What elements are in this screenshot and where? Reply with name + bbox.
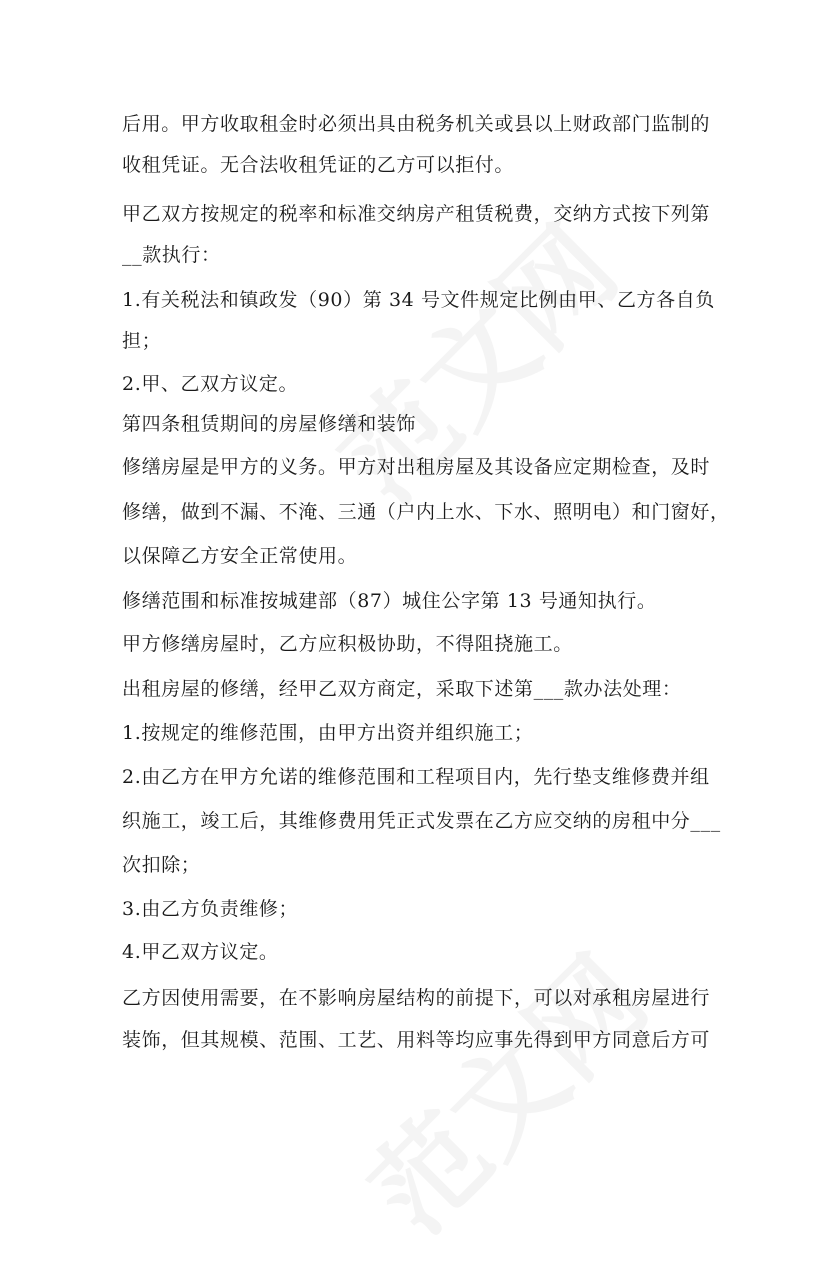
text-line: 修缮房屋是甲方的义务。甲方对出租房屋及其设备应定期检查，及时	[122, 456, 711, 478]
text-line: 2.由乙方在甲方允诺的维修范围和工程项目内，先行垫支维修费并组	[122, 766, 710, 788]
text-line: 1.有关税法和镇政发（90）第 34 号文件规定比例由甲、乙方各自负	[122, 289, 715, 311]
text-line: 3.由乙方负责维修；	[122, 898, 299, 920]
text-line: 甲方修缮房屋时，乙方应积极协助，不得阻挠施工。	[122, 633, 573, 655]
text-line: 修缮，做到不漏、不淹、三通（户内上水、下水、照明电）和门窗好，	[122, 501, 730, 523]
text-line: 后用。甲方收取租金时必须出具由税务机关或县以上财政部门监制的	[122, 113, 711, 135]
text-line: 担；	[122, 330, 162, 352]
watermark	[330, 917, 675, 1262]
text-line: 出租房屋的修缮，经甲乙双方商定，采取下述第___款办法处理：	[122, 678, 682, 700]
text-line: 修缮范围和标准按城建部（87）城住公字第 13 号通知执行。	[122, 590, 657, 612]
text-line: 以保障乙方安全正常使用。	[122, 545, 358, 567]
text-line: 织施工，竣工后，其维修费用凭正式发票在乙方应交纳的房租中分___	[122, 810, 721, 832]
text-line: __款执行：	[122, 244, 221, 266]
watermark	[300, 187, 645, 532]
section-heading: 第四条租赁期间的房屋修缮和装饰	[122, 413, 417, 435]
text-line: 甲乙双方按规定的税率和标准交纳房产租赁税费，交纳方式按下列第	[122, 203, 711, 225]
text-line: 4.甲乙双方议定。	[122, 941, 279, 963]
text-line: 2.甲、乙双方议定。	[122, 373, 299, 395]
text-line: 乙方因使用需要，在不影响房屋结构的前提下，可以对承租房屋进行	[122, 987, 711, 1009]
text-line: 装饰，但其规模、范围、工艺、用料等均应事先得到甲方同意后方可	[122, 1029, 711, 1051]
text-line: 次扣除；	[122, 854, 201, 876]
text-line: 收租凭证。无合法收租凭证的乙方可以拒付。	[122, 154, 515, 176]
text-line: 1.按规定的维修范围，由甲方出资并组织施工；	[122, 722, 534, 744]
